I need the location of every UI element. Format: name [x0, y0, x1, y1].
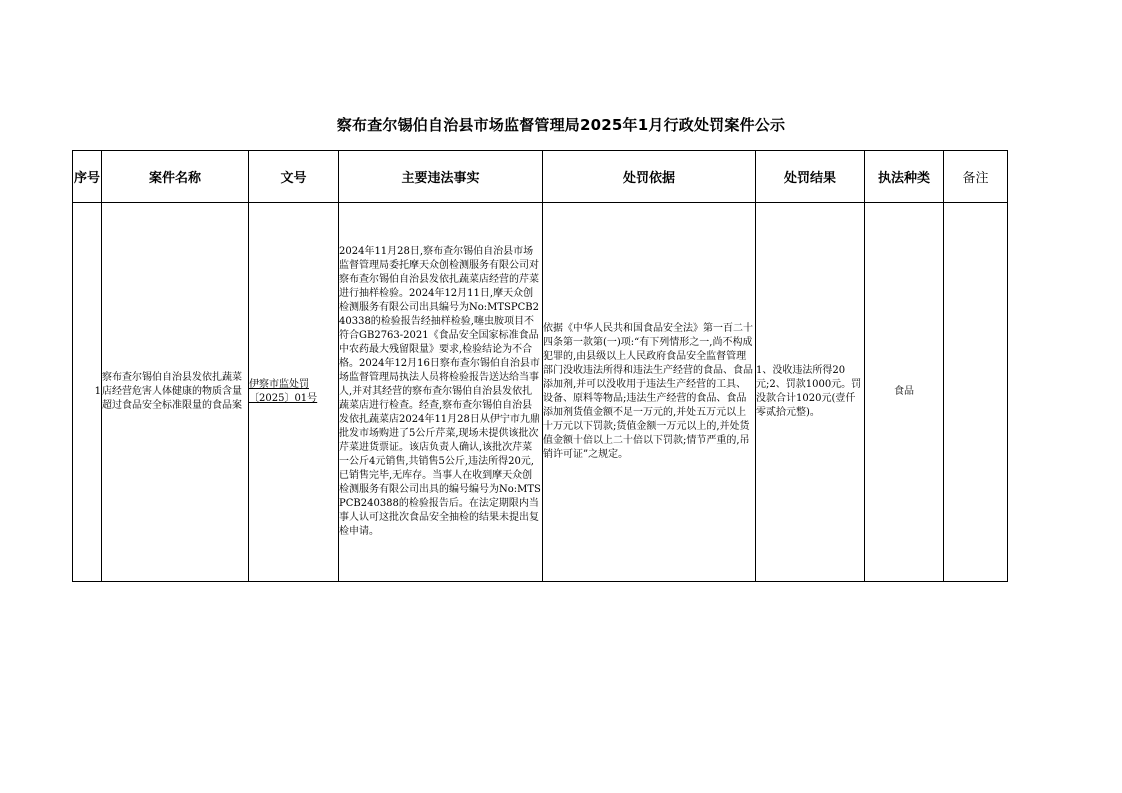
- header-remark: 备注: [944, 151, 1008, 203]
- cell-enforcement-type: 食品: [865, 203, 944, 582]
- header-case-name: 案件名称: [102, 151, 249, 203]
- cell-remark: [944, 203, 1008, 582]
- header-doc-no: 文号: [249, 151, 339, 203]
- header-result: 处罚结果: [756, 151, 865, 203]
- page-title: 察布查尔锡伯自治县市场监督管理局2025年1月行政处罚案件公示: [336, 116, 786, 134]
- table-row: [73, 203, 1008, 582]
- header-no: 序号: [73, 151, 102, 203]
- cell-basis: 依据《中华人民共和国食品安全法》第一百二十四条第一款第(一)项:“有下列情形之一,尚不构成犯罪的,由县级以上人民政府食品安全监督管理部门没收违法所得和违法生产经营的食品、食品添加剂,并可以没收用于违法生产经营的工具、设备、原料等物品;违法生产经营的食品、食品添加剂货值金额不足一万元的,并处五万元以上十万元以下罚款;货值金额一万元以上的,并处货值金额十倍以上二十倍以下罚款;情节严重的,吊销许可证”之规定。: [543, 203, 756, 582]
- penalty-table: [72, 150, 1008, 582]
- cell-no: 1: [73, 203, 102, 582]
- cell-result: 1、没收违法所得20元;2、罚款1000元。罚没款合计1020元(壹仟零贰拾元整)。: [756, 203, 865, 582]
- cell-case-name: 察布查尔锡伯自治县发依扎蔬菜店经营危害人体健康的物质含量超过食品安全标准限量的食品案: [102, 203, 249, 582]
- header-facts: 主要违法事实: [339, 151, 543, 203]
- header-basis: 处罚依据: [543, 151, 756, 203]
- cell-facts: 2024年11月28日,察布查尔锡伯自治县市场监督管理局委托摩天众创检测服务有限公司对察布查尔锡伯自治县发依扎蔬菜店经营的芹菜进行抽样检验。2024年12月11日,摩天众创检测服务有限公司出具编号为No:MTSPCB240338的检验报告经抽样检验,噻虫胺项目不符合GB2763-2021《食品安全国家标准食品中农药最大残留限量》要求,检验结论为不合格。2024年12月16日察布查尔锡伯自治县市场监督管理局执法人员将检验报告送达给当事人,并对其经营的察布查尔锡伯自治县发依扎蔬菜店进行检查。经查,察布查尔锡伯自治县发依扎蔬菜店2024年11月28日从伊宁市九鼎批发市场购进了5公斤芹菜,现场未提供该批次芹菜进货票证。该店负责人确认,该批次芹菜一公斤4元销售,共销售5公斤,违法所得20元,已销售完毕,无库存。当事人在收到摩天众创检测服务有限公司出具的编号编号为No:MTSPCB240388的检验报告后。在法定期限内当事人认可这批次食品安全抽检的结果未提出复检申请。: [339, 203, 543, 582]
- header-row: [73, 151, 1008, 203]
- doc-no-link[interactable]: 伊察市监处罚〔2025〕01号: [249, 379, 318, 404]
- cell-doc-no[interactable]: [249, 203, 339, 582]
- header-enforcement-type: 执法种类: [865, 151, 944, 203]
